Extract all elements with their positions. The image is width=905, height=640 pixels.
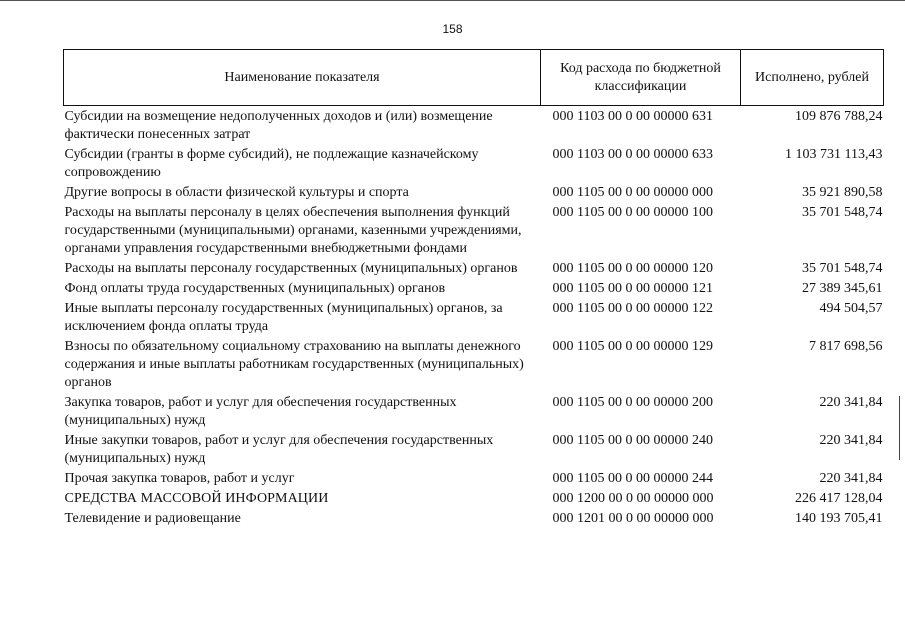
table-header [64, 50, 884, 106]
header-amount: Исполнено, рублей [741, 50, 884, 106]
row-name: Фонд оплаты труда государственных (муниципальных) органов [64, 281, 446, 296]
table-row [64, 490, 884, 510]
scan-mark [899, 396, 900, 460]
row-name: Субсидии (гранты в форме субсидий), не подлежащие казначейскому сопровождению [64, 147, 479, 180]
row-amount: 7 817 698,56 [809, 339, 883, 354]
table-row [64, 300, 884, 338]
row-code: 000 1103 00 0 00 00000 633 [552, 147, 713, 162]
row-amount: 35 701 548,74 [802, 205, 883, 220]
table-row [64, 146, 884, 184]
table-row [64, 106, 884, 147]
table-row [64, 510, 884, 530]
row-amount: 220 341,84 [819, 433, 883, 448]
header-row [64, 50, 884, 106]
row-name: Закупка товаров, работ и услуг для обеспечения государственных (муниципальных) нужд [64, 395, 457, 428]
table-row [64, 204, 884, 260]
row-amount: 109 876 788,24 [795, 109, 883, 124]
table-body [64, 106, 884, 531]
row-code: 000 1201 00 0 00 00000 000 [552, 511, 714, 526]
row-code: 000 1105 00 0 00 00000 240 [552, 433, 713, 448]
row-code: 000 1105 00 0 00 00000 120 [552, 261, 713, 276]
row-code: 000 1105 00 0 00 00000 000 [552, 185, 713, 200]
row-amount: 140 193 705,41 [795, 511, 883, 526]
row-name: Субсидии на возмещение недополученных доходов и (или) возмещение фактически понесенных затрат [64, 109, 493, 142]
top-scan-edge [0, 0, 905, 1]
row-amount: 35 701 548,74 [802, 261, 883, 276]
row-name: Расходы на выплаты персоналу в целях обеспечения выполнения функций государственными (муниципальными) органами, казенными учреждениями, органами управления государственными внебюджетными фондами [64, 205, 522, 256]
row-name: Прочая закупка товаров, работ и услуг [64, 471, 295, 486]
table-row [64, 338, 884, 394]
row-name: Взносы по обязательному социальному страхованию на выплаты денежного содержания и иные выплаты работникам государственных (муниципальных) органов [64, 339, 524, 390]
row-amount: 226 417 128,04 [795, 491, 883, 506]
row-name: Расходы на выплаты персоналу государственных (муниципальных) органов [64, 261, 518, 276]
row-code: 000 1103 00 0 00 00000 631 [552, 109, 713, 124]
row-name: Телевидение и радиовещание [64, 511, 241, 526]
row-name: Иные закупки товаров, работ и услуг для обеспечения государственных (муниципальных) нужд [64, 433, 494, 466]
row-amount: 1 103 731 113,43 [785, 147, 883, 162]
expenditure-table [63, 49, 884, 530]
row-code: 000 1105 00 0 00 00000 100 [552, 205, 713, 220]
table-row [64, 184, 884, 204]
row-name: Другие вопросы в области физической культуры и спорта [64, 185, 409, 200]
row-code: 000 1200 00 0 00 00000 000 [552, 491, 714, 506]
row-amount: 220 341,84 [819, 471, 883, 486]
row-amount: 27 389 345,61 [802, 281, 883, 296]
row-name: Иные выплаты персоналу государственных (муниципальных) органов, за исключением фонда оплаты труда [64, 301, 503, 334]
table-row [64, 470, 884, 490]
row-code: 000 1105 00 0 00 00000 122 [552, 301, 713, 316]
table-row [64, 432, 884, 470]
row-amount: 35 921 890,58 [802, 185, 883, 200]
header-code: Код расхода по бюджетной классификации [541, 50, 741, 106]
table-row [64, 260, 884, 280]
row-amount: 494 504,57 [819, 301, 883, 316]
header-name: Наименование показателя [64, 50, 541, 106]
row-code: 000 1105 00 0 00 00000 121 [552, 281, 713, 296]
table-row [64, 394, 884, 432]
row-code: 000 1105 00 0 00 00000 200 [552, 395, 713, 410]
row-amount: 220 341,84 [819, 395, 883, 410]
row-name: СРЕДСТВА МАССОВОЙ ИНФОРМАЦИИ [64, 491, 329, 506]
page-number: 158 [442, 22, 463, 36]
table-row [64, 280, 884, 300]
row-code: 000 1105 00 0 00 00000 244 [552, 471, 713, 486]
row-code: 000 1105 00 0 00 00000 129 [552, 339, 713, 354]
